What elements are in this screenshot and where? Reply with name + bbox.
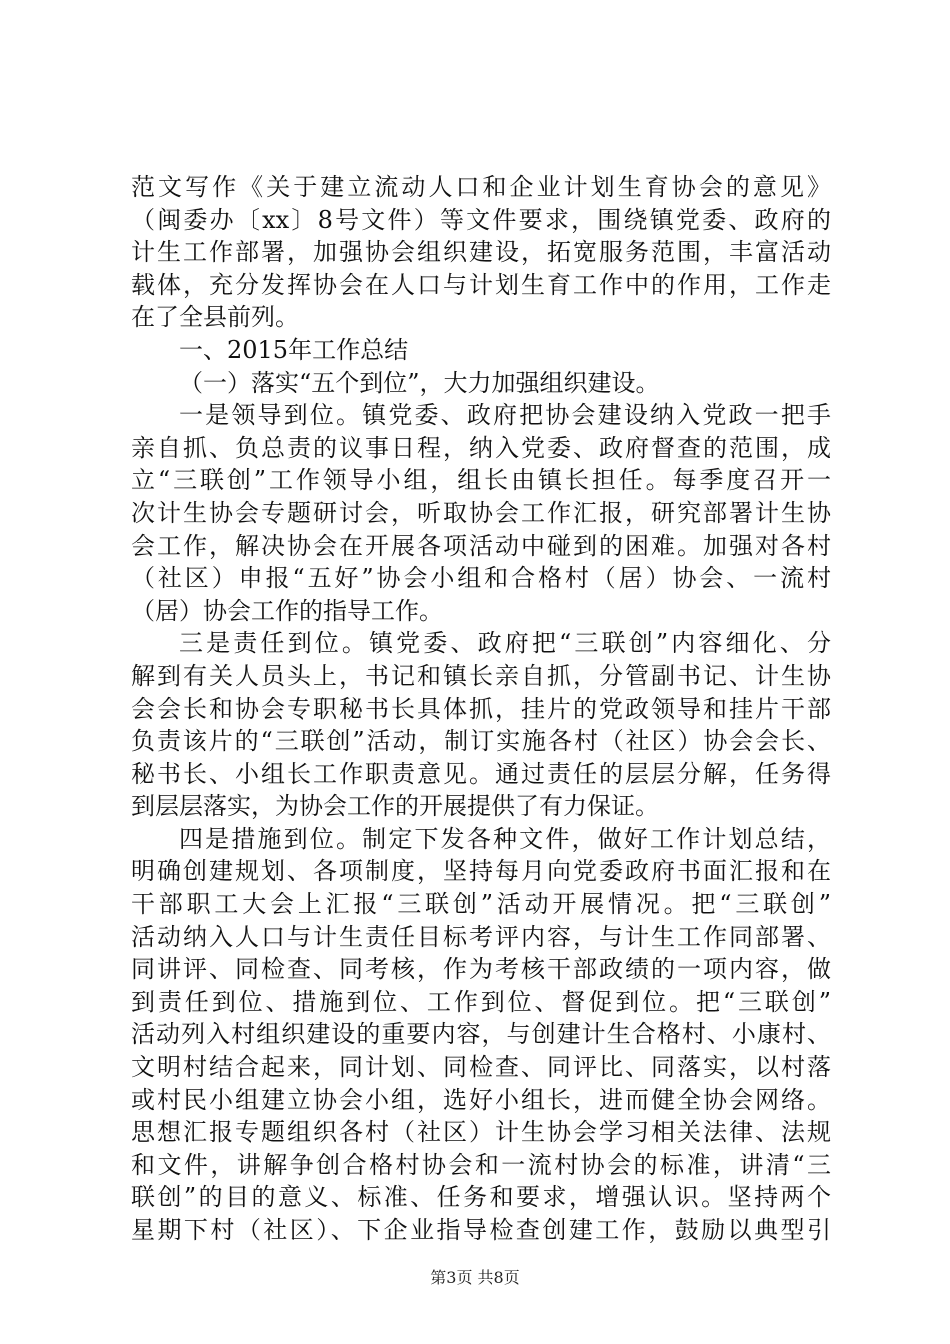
text-line: 次计生协会专题研讨会，听取协会工作汇报，研究部署计生协 bbox=[131, 498, 831, 527]
text-line: 解到有关人员头上，书记和镇长亲自抓，分管副书记、计生协 bbox=[131, 661, 831, 690]
text-line: 明确创建规划、各项制度，坚持每月向党委政府书面汇报和在 bbox=[131, 857, 831, 886]
document-body bbox=[131, 171, 831, 1247]
text-line: 在了全县前列。 bbox=[131, 303, 299, 332]
text-line: 三是责任到位。镇党委、政府把“三联创”内容细化、分 bbox=[179, 629, 831, 658]
text-line: 星期下村（社区）、下企业指导检查创建工作，鼓励以典型引 bbox=[131, 1216, 831, 1244]
text-line: （社区）申报“五好”协会小组和合格村（居）协会、一流村 bbox=[131, 564, 831, 593]
text-line: 会会长和协会专职秘书长具体抓，挂片的党政领导和挂片干部 bbox=[131, 694, 831, 723]
text-line: 载体，充分发挥协会在人口与计划生育工作中的作用，工作走 bbox=[131, 270, 831, 299]
text-line: 和文件，讲解争创合格村协会和一流村协会的标准，讲清“三 bbox=[131, 1150, 831, 1179]
text-line: 文明村结合起来，同计划、同检查、同评比、同落实，以村落 bbox=[131, 1053, 831, 1082]
text-line: 联创”的目的意义、标准、任务和要求，增强认识。坚持两个 bbox=[131, 1183, 831, 1212]
text-line: 一是领导到位。镇党委、政府把协会建设纳入党政一把手 bbox=[179, 401, 831, 430]
text-line: 立“三联创”工作领导小组，组长由镇长担任。每季度召开一 bbox=[131, 466, 831, 495]
text-line: 到层层落实，为协会工作的开展提供了有力保证。 bbox=[131, 792, 659, 821]
text-line: 同讲评、同检查、同考核，作为考核干部政绩的一项内容，做 bbox=[131, 955, 831, 984]
text-line: 秘书长、小组长工作职责意见。通过责任的层层分解，任务得 bbox=[131, 759, 831, 788]
text-line: 活动纳入人口与计生责任目标考评内容，与计生工作同部署、 bbox=[131, 922, 831, 951]
text-line: 一、2015年工作总结 bbox=[179, 335, 409, 364]
page-footer: 第3页 共8页 bbox=[430, 1268, 520, 1287]
text-line: 思想汇报专题组织各村（社区）计生协会学习相关法律、法规 bbox=[131, 1118, 831, 1147]
text-line: 负责该片的“三联创”活动，制订实施各村（社区）协会会长、 bbox=[131, 727, 831, 756]
text-line: 干部职工大会上汇报“三联创”活动开展情况。把“三联创” bbox=[131, 890, 831, 919]
text-line: （一）落实“五个到位”，大力加强组织建设。 bbox=[179, 368, 660, 397]
text-line: 会工作，解决协会在开展各项活动中碰到的困难。加强对各村 bbox=[131, 531, 831, 560]
text-line: 四是措施到位。制定下发各种文件，做好工作计划总结， bbox=[179, 824, 831, 853]
text-line: 到责任到位、措施到位、工作到位、督促到位。把“三联创” bbox=[131, 987, 831, 1016]
text-line: （居）协会工作的指导工作。 bbox=[131, 596, 443, 625]
text-line: 亲自抓、负总责的议事日程，纳入党委、政府督查的范围，成 bbox=[131, 433, 831, 462]
text-line: 计生工作部署，加强协会组织建设，拓宽服务范围，丰富活动 bbox=[131, 238, 831, 267]
text-line: 或村民小组建立协会小组，选好小组长，进而健全协会网络。 bbox=[131, 1085, 831, 1114]
text-line: （闽委办〔xx〕8号文件）等文件要求，围绕镇党委、政府的 bbox=[131, 205, 831, 234]
text-line: 范文写作《关于建立流动人口和企业计划生育协会的意见》 bbox=[131, 173, 831, 201]
text-line: 活动列入村组织建设的重要内容，与创建计生合格村、小康村、 bbox=[131, 1020, 831, 1049]
